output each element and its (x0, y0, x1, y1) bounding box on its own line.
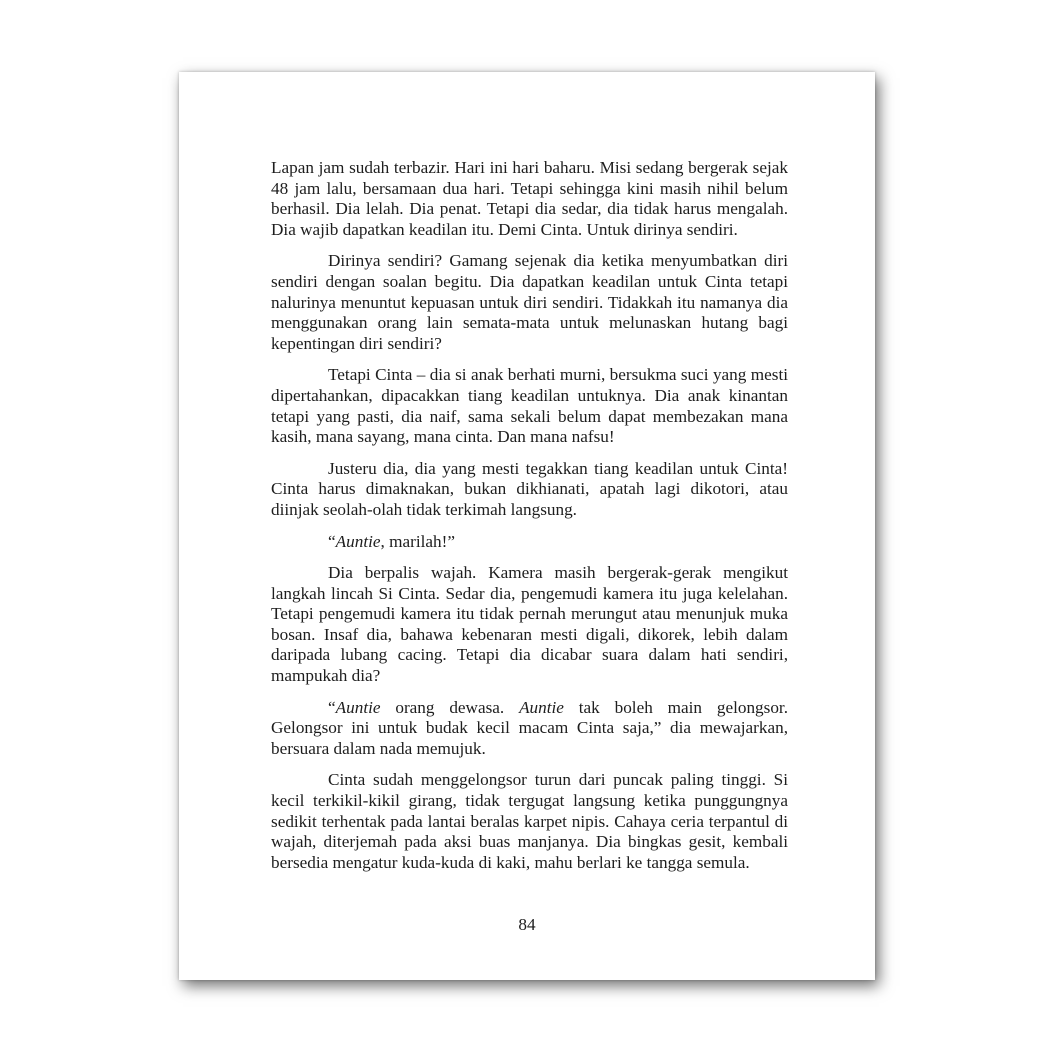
text-run: Justeru dia, dia yang mesti tegakkan tiang keadilan untuk Cinta! Cinta harus dimaknakan, bukan dikhianati, apatah lagi dikotori, atau diinjak seolah-olah tidak terkimah langsung. (271, 458, 788, 519)
italic-text: Auntie (335, 697, 381, 717)
paragraph (271, 532, 788, 553)
text-run: “ (328, 531, 336, 551)
page-number: 84 (518, 915, 536, 934)
text-run: Tetapi Cinta – dia si anak berhati murni, bersukma suci yang mesti dipertahankan, dipacakkan tiang keadilan untuknya. Dia anak kinantan tetapi yang pasti, dia naif, sama sekali belum dapat membezakan mana kasih, mana sayang, mana cinta. Dan mana nafsu! (271, 365, 788, 447)
paragraph (271, 158, 788, 240)
text-run: Cinta sudah menggelongsor turun dari puncak paling tinggi. Si kecil terkikil-kikil girang, tidak tergugat langsung ketika punggungnya sedikit terhentak pada lantai beralas karpet nipis. Cahaya ceria terpantul di wajah, diterjemah pada aksi buas manjanya. Dia bingkas gesit, kembali bersedia mengatur kuda-kuda di kaki, mahu berlari ke tangga semula. (271, 770, 788, 872)
italic-text: Auntie (335, 531, 381, 551)
paragraph (271, 563, 788, 687)
paragraph (271, 251, 788, 354)
text-run: Dia berpalis wajah. Kamera masih bergerak-gerak mengikut langkah lincah Si Cinta. Sedar dia, pengemudi kamera itu juga kelelahan. Tetapi pengemudi kamera itu tidak pernah merungut atau menunjuk muka bosan. Insaf dia, bahawa kebenaran mesti digali, dikorek, lebih dalam daripada lubang cacing. Tetapi dia dicabar suara dalam hati sendiri, mampukah dia? (271, 563, 788, 686)
text-run: orang dewasa. (380, 697, 520, 717)
paragraph (271, 459, 788, 521)
body-text (271, 158, 788, 884)
paragraph (271, 365, 788, 447)
book-page (179, 72, 875, 980)
text-run: Lapan jam sudah terbazir. Hari ini hari baharu. Misi sedang bergerak sejak 48 jam lalu, bersamaan dua hari. Tetapi sehingga kini masih nihil belum berhasil. Dia lelah. Dia penat. Tetapi dia sedar, dia tidak harus mengalah. Dia wajib dapatkan keadilan itu. Demi Cinta. Untuk dirinya sendiri. (271, 158, 788, 239)
text-run: tak boleh main gelongsor. Gelongsor ini untuk budak kecil macam Cinta saja,” dia mewajarkan, bersuara dalam nada memujuk. (271, 697, 788, 758)
text-run: “ (328, 697, 336, 717)
text-run: Dirinya sendiri? Gamang sejenak dia ketika menyumbatkan diri sendiri dengan soalan begitu. Dia dapatkan keadilan untuk Cinta tetapi nalurinya menuntut kepuasan untuk diri sendiri. Tidakkah itu namanya dia menggunakan orang lain semata-mata untuk melunaskan hutang bagi kepentingan diri sendiri? (271, 251, 788, 353)
text-run: , marilah!” (380, 531, 455, 551)
paragraph (271, 770, 788, 873)
italic-text: Auntie (519, 697, 564, 717)
paragraph (271, 698, 788, 760)
